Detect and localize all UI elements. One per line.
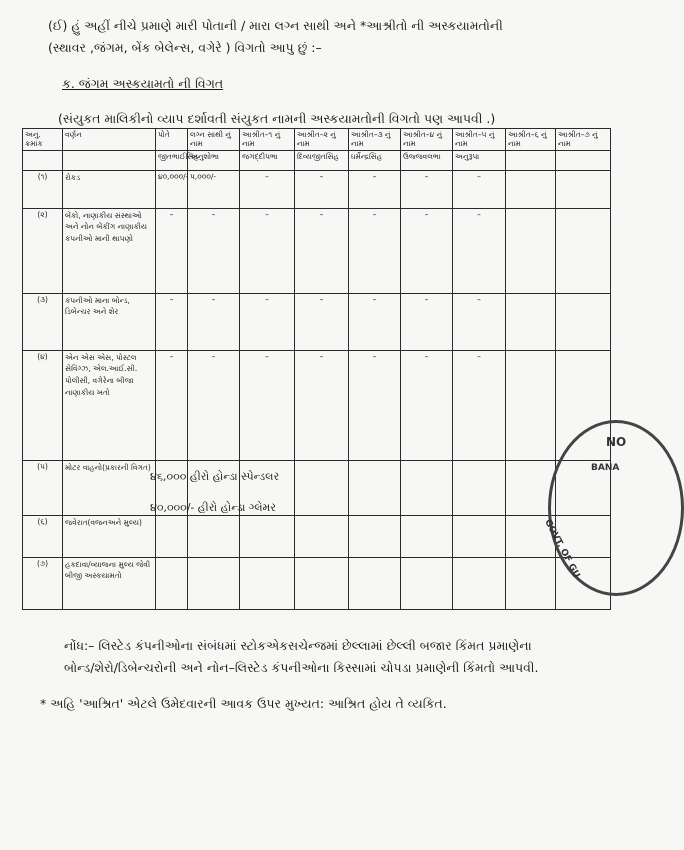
value-dependent-1: – xyxy=(240,293,295,350)
value-dependent-2: – xyxy=(295,170,349,208)
value-self: – xyxy=(156,208,188,293)
value-dependent-1: – xyxy=(240,350,295,460)
row-number: (૭) xyxy=(23,557,63,609)
row-number: (૧) xyxy=(23,170,63,208)
value-dependent-4: – xyxy=(401,208,453,293)
name-dependent-2: દિવ્યજીતસિંહ xyxy=(295,150,349,170)
row-number: (૬) xyxy=(23,515,63,557)
header-dependent-5: આશ્રીત–૫ નું નામ xyxy=(453,129,506,151)
section-subnote: (સંયુકત માલિકીનો વ્યાપ દર્શાવતી સંયુકત નામની અસ્કયામતોની વિગતો પણ આપવી .) xyxy=(58,111,496,126)
header-self: પોતે xyxy=(156,129,188,151)
row-description: હકદાવા/વ્યાજના મુલ્ય જેવી બીજી અસ્કયામતો xyxy=(63,557,156,609)
value-dependent-1: – xyxy=(240,170,295,208)
value-dependent-5: – xyxy=(453,293,506,350)
table-row xyxy=(23,208,611,293)
value-self: ૪૦,૦૦૦/- xyxy=(156,170,188,208)
table-row-motor xyxy=(23,460,611,515)
header-dependent-6: આશ્રીત–૬ નું નામ xyxy=(506,129,556,151)
motor-vehicle-entry-1: ૪૬,૦૦૦ હીરો હોન્ડા સ્પેન્ડલર xyxy=(150,470,280,483)
value-spouse: – xyxy=(188,208,240,293)
table-row xyxy=(23,170,611,208)
value-spouse: ૫,૦૦૦/- xyxy=(188,170,240,208)
motor-vehicle-entry-2: ૪૦,૦૦૦/- હીરો હોન્ડા ગ્લેમર xyxy=(150,501,276,514)
row-description: કંપનીઓ માના બોન્ડ, ડિબેન્ચર અને શેર xyxy=(63,293,156,350)
header-dependent-4: આશ્રીત–૪ નું નામ xyxy=(401,129,453,151)
table-row xyxy=(23,350,611,460)
row-number: (૪) xyxy=(23,350,63,460)
header-description: વર્ણન xyxy=(63,129,156,151)
value-spouse: – xyxy=(188,350,240,460)
row-description: બેંકો, નાણાકીય સંસ્થાઓ અને નોન બેંકીંગ નાણાકીય કંપનીઓ માની થાપણો xyxy=(63,208,156,293)
value-dependent-4: – xyxy=(401,293,453,350)
row-number: (૫) xyxy=(23,460,63,515)
value-dependent-1: – xyxy=(240,208,295,293)
row-description: એન એસ એસ, પોસ્ટલ સેવિંગ્ઝ, એલ.આઈ.સી. પોલીસી, વગેરેના બીજા નાણાકીય ખતો xyxy=(63,350,156,460)
value-dependent-4: – xyxy=(401,170,453,208)
value-dependent-3: – xyxy=(349,293,401,350)
value-dependent-2: – xyxy=(295,208,349,293)
intro-line-2: (સ્થાવર ,જંગમ, બેંક બેલેન્સ, વગેરે ) વિગતો આપુ છું :– xyxy=(48,40,322,55)
movable-assets-table xyxy=(22,128,611,610)
value-spouse: – xyxy=(188,293,240,350)
official-stamp: NO BANA GOVT. OF GU xyxy=(548,420,684,596)
value-dependent-4: – xyxy=(401,350,453,460)
header-dependent-7: આશ્રીત–૭ નું નામ xyxy=(556,129,611,151)
note-line-2: બોન્ડ/શેરો/ડિબેન્ચરોની અને નોન–લિસ્ટેડ કંપનીઓના કિસ્સામાં ચોપડા પ્રમાણેની કિંમતો આપવી. xyxy=(64,660,539,675)
table-row xyxy=(23,293,611,350)
value-self: – xyxy=(156,293,188,350)
table-row xyxy=(23,515,611,557)
header-spouse: લગ્ન સાથી નું નામ xyxy=(188,129,240,151)
value-dependent-3: – xyxy=(349,208,401,293)
name-spouse: અનુશોભા xyxy=(188,150,240,170)
row-description: મોટર વાહનો(પ્રકારની વિગત) xyxy=(63,460,156,515)
value-dependent-3: – xyxy=(349,350,401,460)
row-description: જવેરાત(વજનઅને મુલ્ય) xyxy=(63,515,156,557)
row-number: (૩) xyxy=(23,293,63,350)
header-dependent-1: આશ્રીત–૧ નું નામ xyxy=(240,129,295,151)
value-dependent-2: – xyxy=(295,293,349,350)
note-line-1: નોંધ:– લિસ્ટેડ કંપનીઓના સંબંધમાં સ્ટોકએકસચેન્જમાં છેલ્લામાં છેલ્લી બજાર કિંમત પ્રમાણેના xyxy=(64,638,532,653)
name-dependent-1: જગદ્દીપભા xyxy=(240,150,295,170)
value-dependent-5: – xyxy=(453,350,506,460)
header-row xyxy=(23,129,611,151)
value-dependent-2: – xyxy=(295,350,349,460)
value-self: – xyxy=(156,350,188,460)
table-row xyxy=(23,557,611,609)
note-dependent-definition: * અહિ 'આશ્રિત' એટલે ઉમેદવારની આવક ઉપર મુખ્યત: આશ્રિત હોય તે વ્યકિત. xyxy=(40,696,447,711)
value-dependent-5: – xyxy=(453,170,506,208)
value-dependent-5: – xyxy=(453,208,506,293)
names-row xyxy=(23,150,611,170)
row-number: (૨) xyxy=(23,208,63,293)
row-description: રોકડ xyxy=(63,170,156,208)
name-dependent-3: ધર્મેન્દ્રસિંહ xyxy=(349,150,401,170)
name-dependent-5: અનુરૂપા xyxy=(453,150,506,170)
header-dependent-2: આશ્રીત–૨ નું નામ xyxy=(295,129,349,151)
section-heading: ક. જંગમ અસ્કયામતો ની વિગત xyxy=(62,76,224,91)
header-serial: અનુ. ક્રમાંક xyxy=(23,129,63,151)
intro-line-1: (ઈ) હું અહીં નીચે પ્રમાણે મારી પોતાની / મારા લગ્ન સાથી અને *આશ્રીતો ની અસ્કયામતોની xyxy=(48,18,503,33)
name-dependent-4: ઉજ્જવલભા xyxy=(401,150,453,170)
name-self: જીતભાઈસિંહ xyxy=(156,150,188,170)
header-dependent-3: આશ્રીત–૩ નું નામ xyxy=(349,129,401,151)
value-dependent-3: – xyxy=(349,170,401,208)
